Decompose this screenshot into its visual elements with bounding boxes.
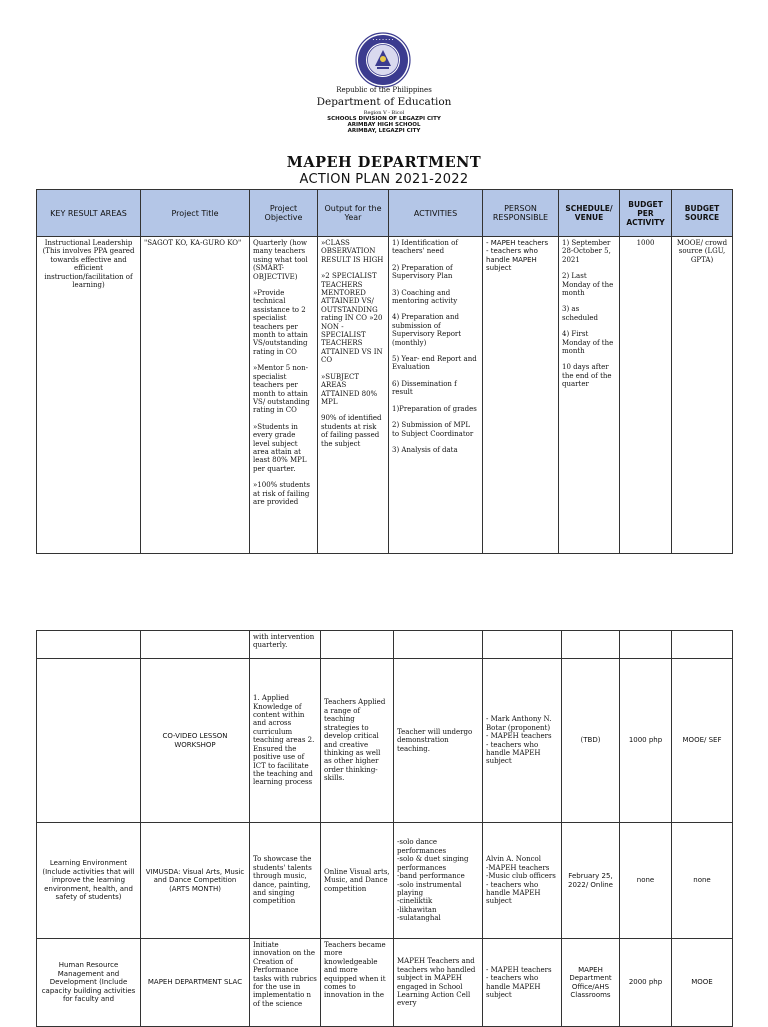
objective-cell: Quarterly (how many teachers using what tool (SMART-OBJECTIVE) »Provide technical assistance to 2 specialist teachers per month to attain VS/outstanding rating in CO »Mentor 5 non-specialist teachers per month to attain VS/ outstanding rating in CO »Students in every grade level subject area attain at least 80% MPL per quarter. »100% students at risk of failing are provided: [250, 237, 318, 554]
objective-cell: To showcase the students' talents through music, dance, painting, and singing competition: [250, 823, 321, 939]
col-header-person: PERSON RESPONSIBLE: [483, 190, 559, 237]
output-cell: Online Visual arts, Music, and Dance competition: [321, 823, 394, 939]
schedule-cell: [562, 631, 620, 659]
person-cell: [483, 631, 562, 659]
page-title: MAPEH DEPARTMENT: [286, 154, 482, 171]
activities-cell: [394, 631, 483, 659]
table-row: [37, 631, 733, 659]
activities-cell: MAPEH Teachers and teachers who handled subject in MAPEH engaged in School Learning Action Cell every: [394, 939, 483, 1027]
col-header-kra: KEY RESULT AREAS: [37, 190, 141, 237]
table-row: [37, 939, 733, 1027]
output-cell: Teachers Applied a range of teaching strategies to develop critical and creative thinking as well as other higher order thinking-skills.: [321, 659, 394, 823]
budget-cell: none: [620, 823, 672, 939]
kra-cell: [37, 631, 141, 659]
title-cell: CO-VIDEO LESSON WORKSHOP: [141, 659, 250, 823]
source-cell: MOOE/ SEF: [672, 659, 733, 823]
budget-cell: 1000 php: [620, 659, 672, 823]
republic-line: Republic of the Philippines: [336, 86, 432, 94]
table-row: [37, 237, 733, 554]
output-cell: [321, 631, 394, 659]
schedule-cell: (TBD): [562, 659, 620, 823]
col-header-activities: ACTIVITIES: [389, 190, 483, 237]
action-plan-table-page-2: [36, 630, 733, 1027]
budget-cell: 1000: [620, 237, 672, 554]
person-cell: - MAPEH teachers - teachers who handle MAPEH subject: [483, 939, 562, 1027]
kra-cell: Instructional Leadership (This involves PPA geared towards effective and efficient instruction/facilitation of learning): [37, 237, 141, 554]
objective-cell: with intervention quarterly.: [250, 631, 321, 659]
title-cell: [141, 631, 250, 659]
page-subtitle: ACTION PLAN 2021-2022: [299, 172, 469, 187]
output-cell: »CLASS OBSERVATION RESULT IS HIGH »2 SPECIALIST TEACHERS MENTORED ATTAINED VS/ OUTSTANDING rating IN CO »20 NON - SPECIALIST TEACHERS ATTAINED VS IN CO »SUBJECT AREAS ATTAINED 80% MPL 90% of identified students at risk of failing passed the subject: [318, 237, 389, 554]
source-cell: none: [672, 823, 733, 939]
region-line: Region V - Bicol: [363, 110, 405, 116]
title-cell: "SAGOT KO, KA-GURO KO": [141, 237, 250, 554]
col-header-budget: BUDGET PER ACTIVITY: [620, 190, 672, 237]
division-line: SCHOOLS DIVISION OF LEGAZPI CITY: [327, 116, 441, 122]
action-plan-table-page-1: [36, 189, 733, 554]
kra-cell: Human Resource Management and Development (Include capacity building activities for faculty and: [37, 939, 141, 1027]
col-header-objective: Project Objective: [250, 190, 318, 237]
col-header-source: BUDGET SOURCE: [672, 190, 733, 237]
objective-cell: 1. Applied Knowledge of content within and across curriculum teaching areas 2. Ensured the positive use of ICT to facilitate the teaching and learning process: [250, 659, 321, 823]
activities-cell: Teacher will undergo demonstration teaching.: [394, 659, 483, 823]
kra-cell: Learning Environment (Include activities that will improve the learning environment, health, and safety of students): [37, 823, 141, 939]
budget-cell: 2000 php: [620, 939, 672, 1027]
department-line: Department of Education: [316, 96, 452, 108]
source-cell: MOOE/ crowd source (LGU, GPTA): [672, 237, 733, 554]
person-cell: Alvin A. Noncol -MAPEH teachers -Music club officers - teachers who handle MAPEH subject: [483, 823, 562, 939]
school-line: ARIMBAY HIGH SCHOOL: [347, 122, 421, 128]
activities-cell: 1) Identification of teachers' need 2) Preparation of Supervisory Plan 3) Coaching and mentoring activity 4) Preparation and submission of Supervisory Report (monthly) 5) Year- end Report and Evaluation 6) Dissemination f result 1)Preparation of grades 2) Submission of MPL to Subject Coordinator 3) Analysis of data: [389, 237, 483, 554]
deped-seal-logo: [355, 32, 411, 88]
schedule-cell: February 25, 2022/ Online: [562, 823, 620, 939]
col-header-output: Output for the Year: [318, 190, 389, 237]
budget-cell: [620, 631, 672, 659]
person-cell: - Mark Anthony N. Botar (proponent) - MAPEH teachers - teachers who handle MAPEH subject: [483, 659, 562, 823]
svg-text:• • • • • • •: • • • • • • •: [372, 38, 394, 42]
table-row: [37, 823, 733, 939]
person-cell: - MAPEH teachers - teachers who handle MAPEH subject: [483, 237, 559, 554]
objective-cell: Initiate innovation on the Creation of Performance tasks with rubrics for the use in implementatio n of the science: [250, 939, 321, 1027]
source-cell: [672, 631, 733, 659]
address-line: ARIMBAY, LEGAZPI CITY: [347, 128, 421, 134]
col-header-schedule: SCHEDULE/ VENUE: [559, 190, 620, 237]
col-header-title: Project Title: [141, 190, 250, 237]
activities-cell: -solo dance performances -solo & duet singing performances -band performance -solo instrumental playing -cineliktik -likhawitan -sulatanghal: [394, 823, 483, 939]
schedule-cell: MAPEH Department Office/AHS Classrooms: [562, 939, 620, 1027]
source-cell: MOOE: [672, 939, 733, 1027]
table-row: [37, 659, 733, 823]
output-cell: Teachers became more knowledgeable and more equipped when it comes to innovation in the: [321, 939, 394, 1027]
title-cell: VIMUSDA: Visual Arts, Music and Dance Competition (ARTS MONTH): [141, 823, 250, 939]
schedule-cell: 1) September 28-October 5, 2021 2) Last Monday of the month 3) as scheduled 4) First Monday of the month 10 days after the end of the quarter: [559, 237, 620, 554]
title-cell: MAPEH DEPARTMENT SLAC: [141, 939, 250, 1027]
kra-cell: [37, 659, 141, 823]
